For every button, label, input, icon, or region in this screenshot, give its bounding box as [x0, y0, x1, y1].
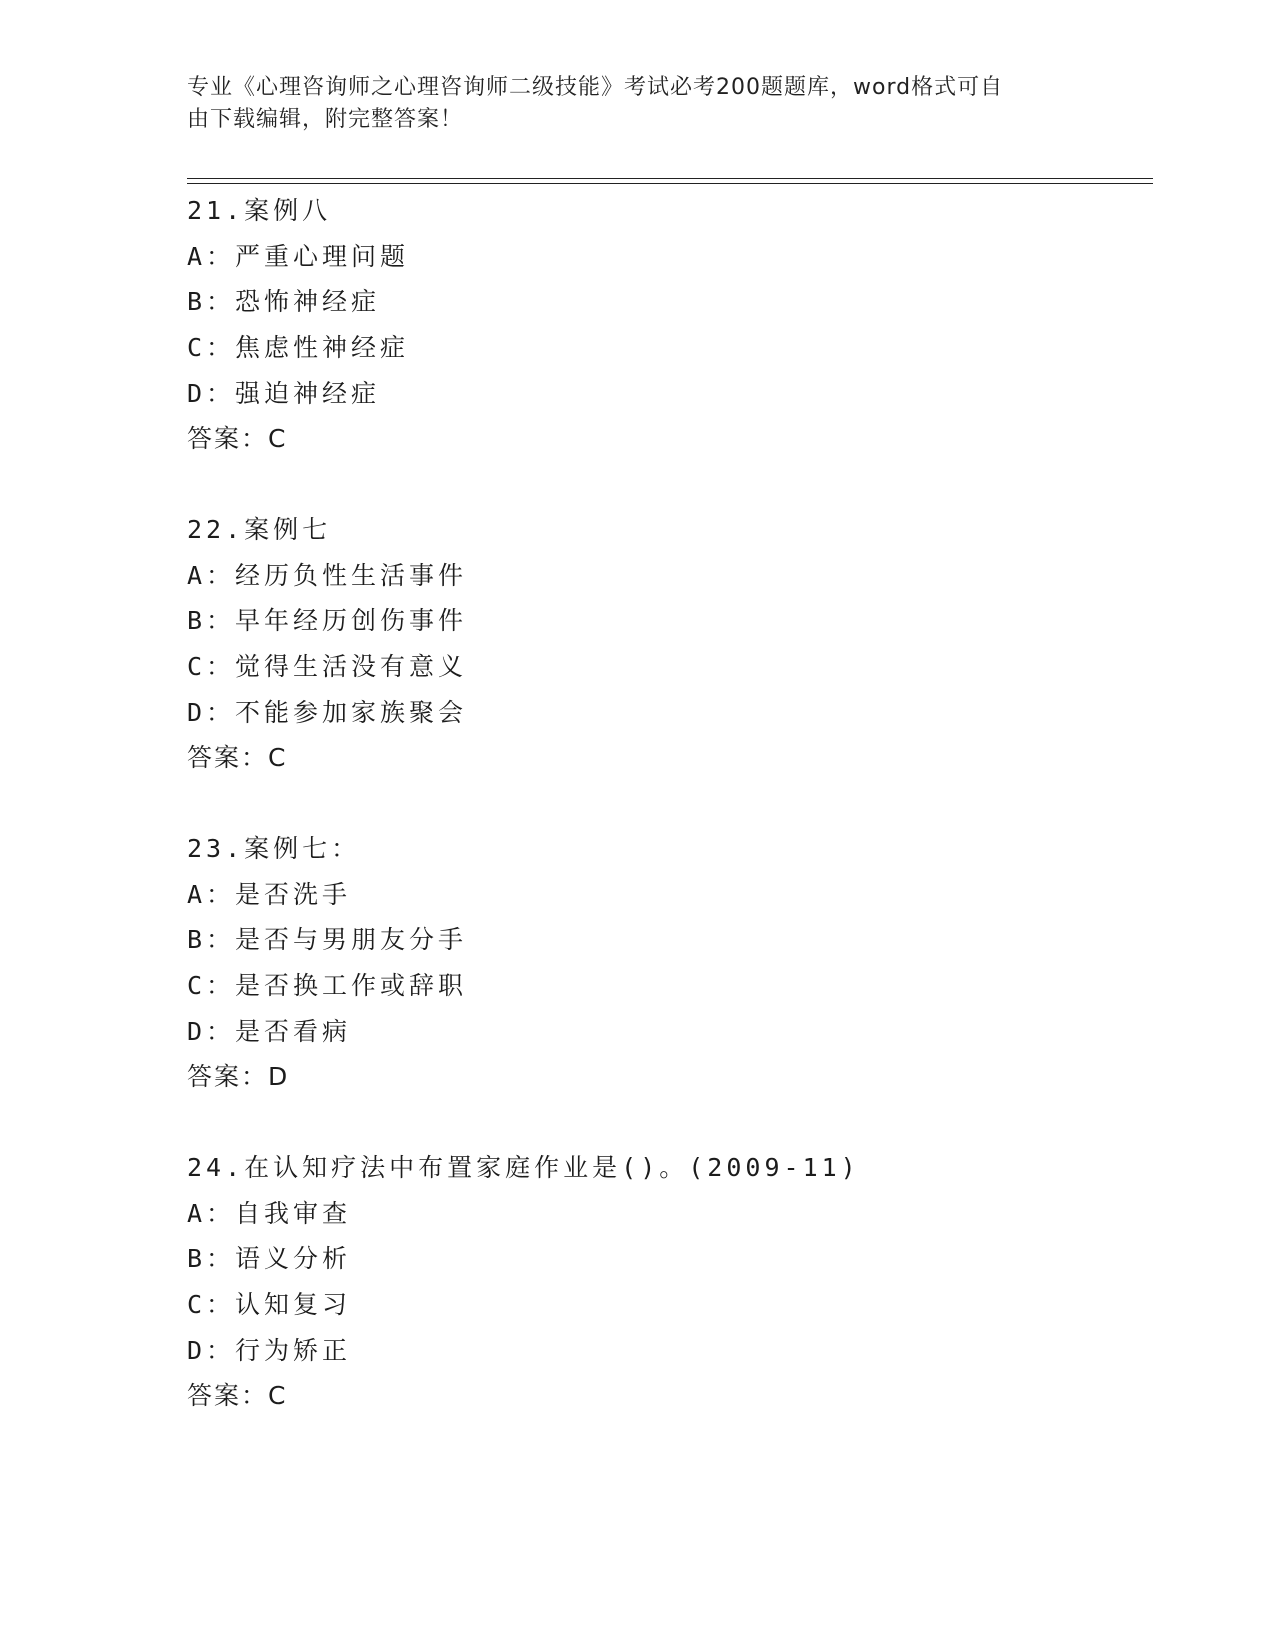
question-stem: 22.案例七 [187, 515, 332, 544]
option-d: D：行为矫正 [187, 1335, 352, 1365]
question-24 [187, 1145, 1153, 1419]
option-b: B：语义分析 [187, 1244, 352, 1274]
option-b: B：是否与男朋友分手 [187, 925, 468, 955]
header-rule-top [187, 178, 1153, 179]
answer-line: 答案：C [187, 1381, 288, 1411]
question-21 [187, 188, 1153, 462]
header-rule-bottom [187, 183, 1153, 184]
question-22 [187, 507, 1153, 781]
question-stem: 23.案例七： [187, 834, 361, 863]
option-d: D：是否看病 [187, 1016, 352, 1046]
intro-line-2: 由下载编辑，附完整答案！ [187, 107, 464, 132]
answer-line: 答案：C [187, 743, 288, 773]
option-c: C：是否换工作或辞职 [187, 971, 468, 1001]
question-23 [187, 826, 1153, 1100]
option-d: D：不能参加家族聚会 [187, 697, 468, 727]
question-stem: 24.在认知疗法中布置家庭作业是()。(2009-11) [187, 1153, 860, 1182]
option-d: D：强迫神经症 [187, 378, 381, 408]
intro-line-1: 专业《心理咨询师之心理咨询师二级技能》考试必考200题题库，word格式可自 [187, 75, 1004, 100]
option-a: A：是否洗手 [187, 879, 352, 909]
option-b: B：恐怖神经症 [187, 287, 381, 317]
answer-line: 答案：C [187, 424, 288, 454]
question-stem: 21.案例八 [187, 196, 332, 225]
option-a: A：严重心理问题 [187, 241, 410, 271]
answer-line: 答案：D [187, 1062, 290, 1092]
option-c: C：认知复习 [187, 1290, 352, 1320]
option-b: B：早年经历创伤事件 [187, 606, 468, 636]
option-c: C：觉得生活没有意义 [187, 652, 468, 682]
option-c: C：焦虑性神经症 [187, 333, 410, 363]
option-a: A：自我审查 [187, 1198, 352, 1228]
option-a: A：经历负性生活事件 [187, 560, 468, 590]
document-intro [187, 72, 1077, 136]
